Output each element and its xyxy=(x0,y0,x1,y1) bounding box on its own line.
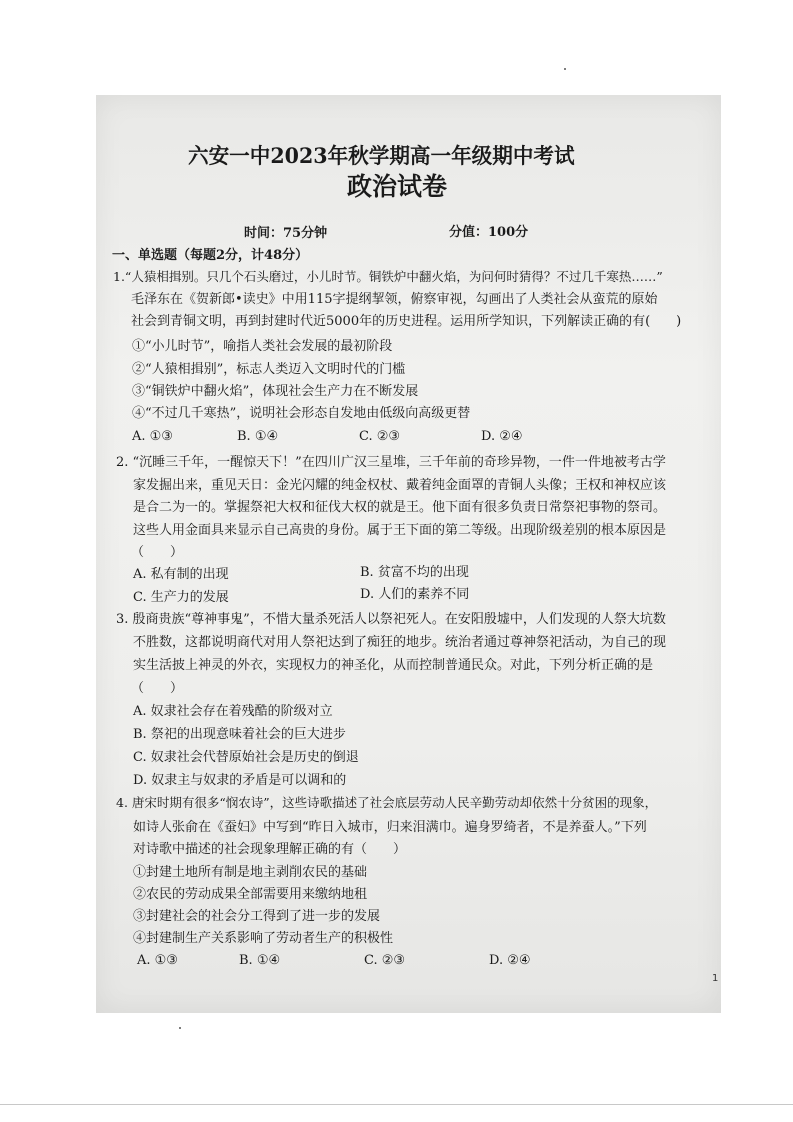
answer-option: D. ②④ xyxy=(481,429,523,444)
answer-option: C. ②③ xyxy=(359,429,401,444)
question-stem-line: 2. “沉睡三千年，一醒惊天下！”在四川广汉三星堆，三千年前的奇珍异物，一件一件地被考古学 xyxy=(116,455,666,470)
answer-option: B. ①④ xyxy=(239,953,281,968)
exam-subtitle: 政治试卷 xyxy=(347,172,448,201)
answer-option: D. 奴隶主与奴隶的矛盾是可以调和的 xyxy=(133,773,347,788)
statement-item: ②农民的劳动成果全部需要用来缴纳地租 xyxy=(133,887,368,902)
speck-top xyxy=(564,68,566,70)
question-stem-line: 4. 唐宋时期有很多“悯农诗”，这些诗歌描述了社会底层劳动人民辛勤劳动却依然十分贫困的现象， xyxy=(116,795,658,810)
answer-option: C. 生产力的发展 xyxy=(133,590,229,605)
answer-option: A. 奴隶社会存在着残酷的阶级对立 xyxy=(133,704,333,719)
speck-bottom xyxy=(179,1027,181,1029)
question-stem-line: 对诗歌中描述的社会现象理解正确的有（ ） xyxy=(133,842,407,857)
question-stem-line: 毛泽东在《贺新郎•读史》中用115字提纲挈领，俯察审视，勾画出了人类社会从蛮荒的原始 xyxy=(131,292,658,307)
bottom-rule xyxy=(0,1104,793,1105)
question-stem-line: 1.“人猿相揖别。只几个石头磨过，小儿时节。铜铁炉中翻火焰，为问何时猜得？不过几千寒热……” xyxy=(113,269,663,284)
answer-option: A. 私有制的出现 xyxy=(133,567,229,582)
statement-item: ④“不过几千寒热”，说明社会形态自发地由低级向高级更替 xyxy=(132,406,471,421)
question-stem-line: （ ） xyxy=(131,681,184,696)
question-stem-line: 3. 殷商贵族“尊神事鬼”，不惜大量杀死活人以祭祀死人。在安阳殷墟中，人们发现的人祭大坑数 xyxy=(116,612,666,627)
statement-item: ①封建土地所有制是地主剥削农民的基础 xyxy=(133,865,368,880)
exam-paper xyxy=(96,95,721,1013)
exam-title: 六安一中2023年秋学期高一年级期中考试 xyxy=(188,143,575,168)
statement-item: ③封建社会的社会分工得到了进一步的发展 xyxy=(133,909,381,924)
answer-option: C. 奴隶社会代替原始社会是历史的倒退 xyxy=(133,750,359,765)
answer-option: B. 祭祀的出现意味着社会的巨大进步 xyxy=(133,727,346,742)
page-number: 1 xyxy=(712,973,719,984)
question-stem-line: 是合二为一的。掌握祭祀大权和征伐大权的就是王。他下面有很多负责日常祭祀事物的祭司。 xyxy=(133,500,667,515)
answer-option: B. 贫富不均的出现 xyxy=(360,565,469,580)
statement-item: ③“铜铁炉中翻火焰”，体现社会生产力在不断发展 xyxy=(132,384,419,399)
section-title: 一、单选题（每题2分，计48分） xyxy=(112,248,309,263)
question-stem-line: （ ） xyxy=(131,545,184,560)
question-stem-line: 社会到青铜文明，再到封建时代近5000年的历史进程。运用所学知识，下列解读正确的有( ) xyxy=(131,314,682,329)
answer-option: C. ②③ xyxy=(364,953,406,968)
answer-option: D. ②④ xyxy=(489,953,531,968)
question-stem-line: 家发掘出来，重见天日：金光闪耀的纯金权杖、戴着纯金面罩的青铜人头像；王权和神权应该 xyxy=(133,478,667,493)
answer-option: A. ①③ xyxy=(132,429,173,444)
answer-option: A. ①③ xyxy=(137,953,178,968)
question-stem-line: 这些人用金面具来显示自己高贵的身份。属于王下面的第二等级。出现阶级差别的根本原因是 xyxy=(133,523,667,538)
statement-item: ④封建制生产关系影响了劳动者生产的积极性 xyxy=(133,931,394,946)
answer-option: D. 人们的素养不同 xyxy=(360,587,470,602)
answer-option: B. ①④ xyxy=(237,429,279,444)
question-stem-line: 不胜数，这都说明商代对用人祭祀达到了痴狂的地步。统治者通过尊神祭祀活动，为自己的现 xyxy=(133,635,667,650)
statement-item: ①“小儿时节”，喻指人类社会发展的最初阶段 xyxy=(132,339,393,354)
time-label: 时间：75分钟 xyxy=(244,226,328,241)
question-stem-line: 如诗人张俞在《蚕妇》中写到“昨日入城市，归来泪满巾。遍身罗绮者，不是养蚕人。”下列 xyxy=(133,820,647,835)
statement-item: ②“人猿相揖别”，标志人类迈入文明时代的门槛 xyxy=(132,362,406,377)
score-label: 分值：100分 xyxy=(449,225,529,240)
question-stem-line: 实生活披上神灵的外衣，实现权力的神圣化，从而控制普通民众。对此，下列分析正确的是 xyxy=(133,658,654,673)
